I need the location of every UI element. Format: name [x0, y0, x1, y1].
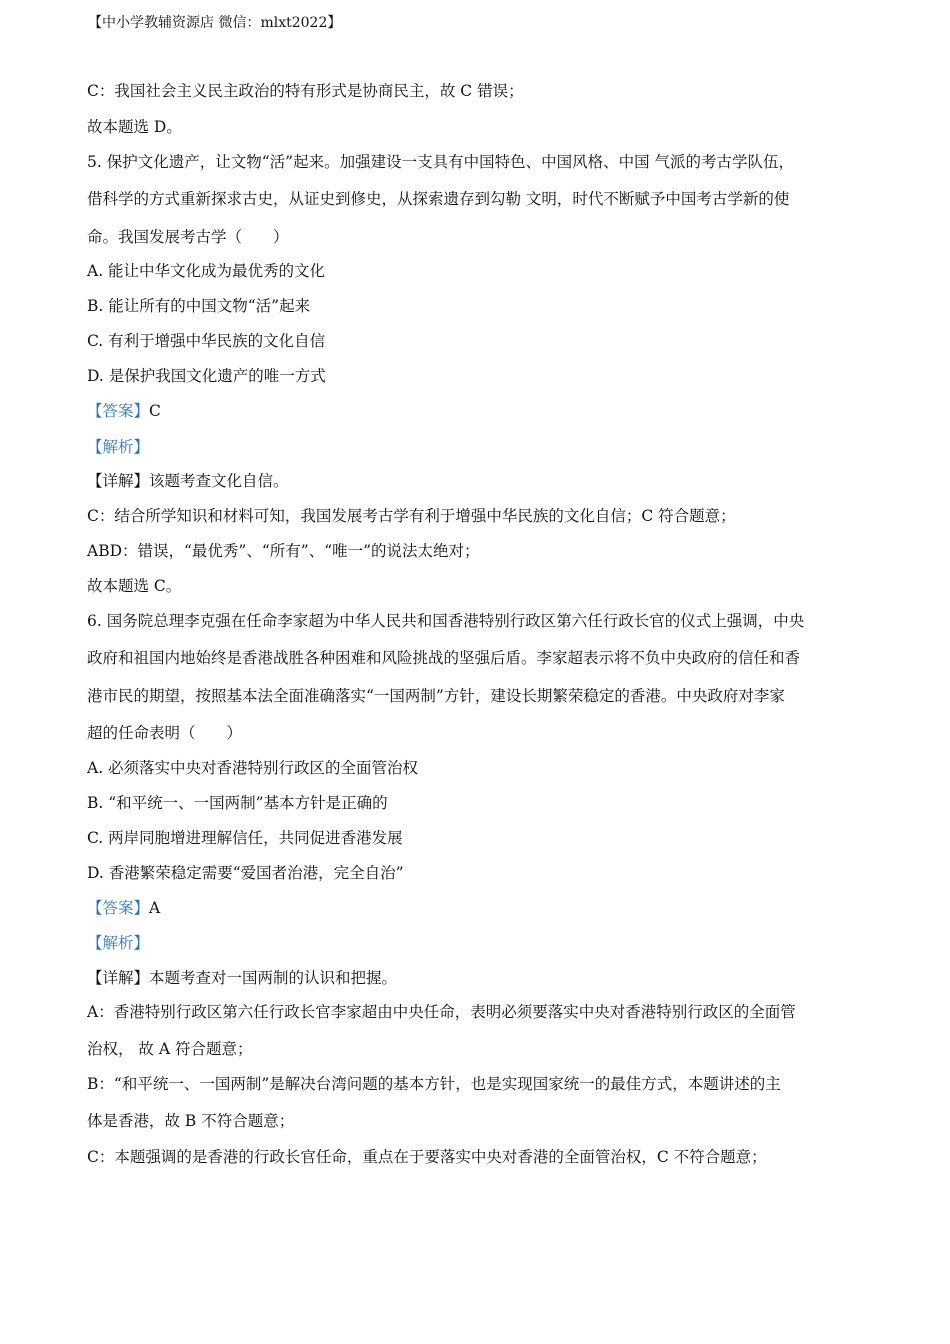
- text-line: A：香港特别行政区第六任行政长官李家超由中央任命，表明必须要落实中央对香港特别行政区的全面管: [87, 1003, 796, 1021]
- text-line: C：本题强调的是香港的行政长官任命，重点在于要落实中央对香港的全面管治权，C 不符合题意；: [87, 1148, 767, 1166]
- question-6-line-2: 政府和祖国内地始终是香港战胜各种困难和风险挑战的坚强后盾。李家超表示将不负中央政府的信任和香: [87, 649, 801, 667]
- text-line: 治权， 故 A 符合题意；: [87, 1040, 253, 1058]
- analysis-label: 【解析】: [87, 934, 150, 952]
- question-5-line-3: 命。我国发展考古学（ ）: [87, 228, 289, 246]
- option-b: B. 能让所有的中国文物“活”起来: [87, 297, 311, 315]
- question-5-line-1: 5. 保护文化遗产，让文物“活”起来。加强建设一支具有中国特色、中国风格、中国 气派的考古学队伍，: [87, 153, 794, 171]
- option-b: B. “和平统一、一国两制”基本方针是正确的: [87, 794, 388, 812]
- answer-line: [87, 896, 160, 920]
- option-d: D. 香港繁荣稳定需要“爱国者治港，完全自治”: [87, 864, 404, 882]
- option-d: D. 是保护我国文化遗产的唯一方式: [87, 367, 326, 385]
- text-line: C：结合所学知识和材料可知，我国发展考古学有利于增强中华民族的文化自信；C 符合题意；: [87, 507, 736, 525]
- answer-value: C: [149, 402, 161, 420]
- text-line: C：我国社会主义民主政治的特有形式是协商民主，故 C 错误；: [87, 82, 524, 100]
- answer-label: 【答案】: [87, 402, 150, 420]
- analysis-label: 【解析】: [87, 438, 150, 456]
- option-c: C. 两岸同胞增进理解信任，共同促进香港发展: [87, 829, 403, 847]
- text-line: 体是香港，故 B 不符合题意；: [87, 1112, 295, 1130]
- question-5-line-2: 借科学的方式重新探求古史，从证史到修史，从探索遗存到勾勒 文明，时代不断赋予中国考古学新的使: [87, 190, 790, 208]
- text-line: ABD：错误，“最优秀”、“所有”、“唯一”的说法太绝对；: [87, 542, 480, 560]
- watermark-header: 【中小学教辅资源店 微信：mlxt2022】: [88, 15, 342, 31]
- question-6-line-1: 6. 国务院总理李克强在任命李家超为中华人民共和国香港特别行政区第六任行政长官的仪式上强调，中央: [87, 612, 805, 630]
- question-6-line-3: 港市民的期望，按照基本法全面准确落实“一国两制”方针，建设长期繁荣稳定的香港。中央政府对李家: [87, 687, 785, 705]
- option-c: C. 有利于增强中华民族的文化自信: [87, 332, 326, 350]
- text-line: 故本题选 D。: [87, 118, 182, 136]
- answer-label: 【答案】: [87, 899, 150, 917]
- answer-value: A: [149, 899, 161, 917]
- text-line: B：“和平统一、一国两制”是解决台湾问题的基本方针，也是实现国家统一的最佳方式，本题讲述的主: [87, 1075, 781, 1093]
- option-a: A. 能让中华文化成为最优秀的文化: [87, 262, 326, 280]
- option-a: A. 必须落实中央对香港特别行政区的全面管治权: [87, 759, 419, 777]
- text-line: 故本题选 C。: [87, 577, 182, 595]
- detail-line: 【详解】本题考查对一国两制的认识和把握。: [87, 969, 398, 987]
- detail-line: 【详解】该题考查文化自信。: [87, 472, 289, 490]
- question-6-line-4: 超的任命表明（ ）: [87, 724, 243, 742]
- answer-line: [87, 399, 161, 423]
